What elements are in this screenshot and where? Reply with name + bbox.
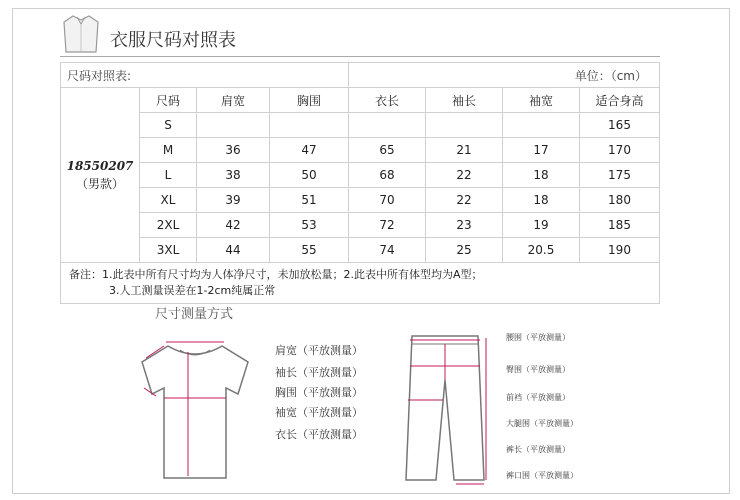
cell: 38 [197,163,270,188]
cell: 185 [580,213,660,238]
size-table [60,62,660,304]
cell: 190 [580,238,660,263]
cell: S [140,113,197,138]
cell: 65 [349,138,426,163]
cell: 72 [349,213,426,238]
cell [197,113,270,138]
cell: 68 [349,163,426,188]
col-header: 肩宽 [197,88,270,113]
tshirt-label: 胸围（平放测量） [275,386,363,399]
tshirt-label: 衣长（平放测量） [275,428,363,441]
measure-section-title: 尺寸测量方式 [155,307,234,322]
cell: 22 [426,163,503,188]
shirt-icon [60,12,102,56]
cell: 70 [349,188,426,213]
cell: 22 [426,188,503,213]
cell: 55 [270,238,349,263]
tshirt-label: 袖长（平放测量） [275,366,363,379]
cell [503,113,580,138]
cell: 18 [503,163,580,188]
cell: 47 [270,138,349,163]
cell: 23 [426,213,503,238]
col-header: 胸围 [270,88,349,113]
col-header: 袖长 [426,88,503,113]
cell: 170 [580,138,660,163]
cell: 19 [503,213,580,238]
pants-label: 裤长（平放测量） [506,445,570,454]
col-header: 尺码 [140,88,197,113]
notes [61,263,660,304]
measure-diagram [130,322,610,492]
table-row [61,188,660,213]
table-row [61,238,660,263]
note-line-2: 3.人工测量误差在1-2cm纯属正常 [109,284,276,297]
cell: 3XL [140,238,197,263]
table-row [61,138,660,163]
col-header: 衣长 [349,88,426,113]
table-row [61,213,660,238]
cell: 2XL [140,213,197,238]
cell: 44 [197,238,270,263]
cell [349,113,426,138]
cell: 20.5 [503,238,580,263]
tshirt-diagram [130,332,260,492]
cell: 165 [580,113,660,138]
cell [270,113,349,138]
cell: 74 [349,238,426,263]
model-cell [61,88,140,263]
table-row [61,113,660,138]
page-title: 衣服尺码对照表 [110,30,236,51]
tshirt-label: 肩宽（平放测量） [275,344,363,357]
col-header: 适合身高 [580,88,660,113]
pants-label: 裤口围（平放测量） [506,471,578,480]
cell: 18 [503,188,580,213]
cell: 25 [426,238,503,263]
model-number: 18550207 [66,159,134,173]
table-row [61,163,660,188]
title-divider [60,56,660,57]
cell: 36 [197,138,270,163]
pants-label: 臀围（平放测量） [506,365,570,374]
gender-label: （男款） [75,177,124,191]
unit-label: 单位：（cm） [349,63,660,88]
cell: XL [140,188,197,213]
cell: 53 [270,213,349,238]
cell: 51 [270,188,349,213]
cell: 21 [426,138,503,163]
cell [426,113,503,138]
header [60,12,660,56]
cell: 175 [580,163,660,188]
cell: M [140,138,197,163]
pants-label: 前裆（平放测量） [506,393,570,402]
pants-label: 大腿围（平放测量） [506,419,578,428]
pants-diagram [400,330,490,490]
cell: 180 [580,188,660,213]
note-line-1: 备注：1.此表中所有尺寸均为人体净尺寸，未加放松量；2.此表中所有体型均为A型； [69,268,483,281]
pants-label: 腰围（平放测量） [506,333,570,342]
tshirt-label: 袖宽（平放测量） [275,406,363,419]
cell: 42 [197,213,270,238]
table-caption: 尺码对照表: [61,63,349,88]
cell: L [140,163,197,188]
cell: 39 [197,188,270,213]
cell: 50 [270,163,349,188]
cell: 17 [503,138,580,163]
col-header: 袖宽 [503,88,580,113]
